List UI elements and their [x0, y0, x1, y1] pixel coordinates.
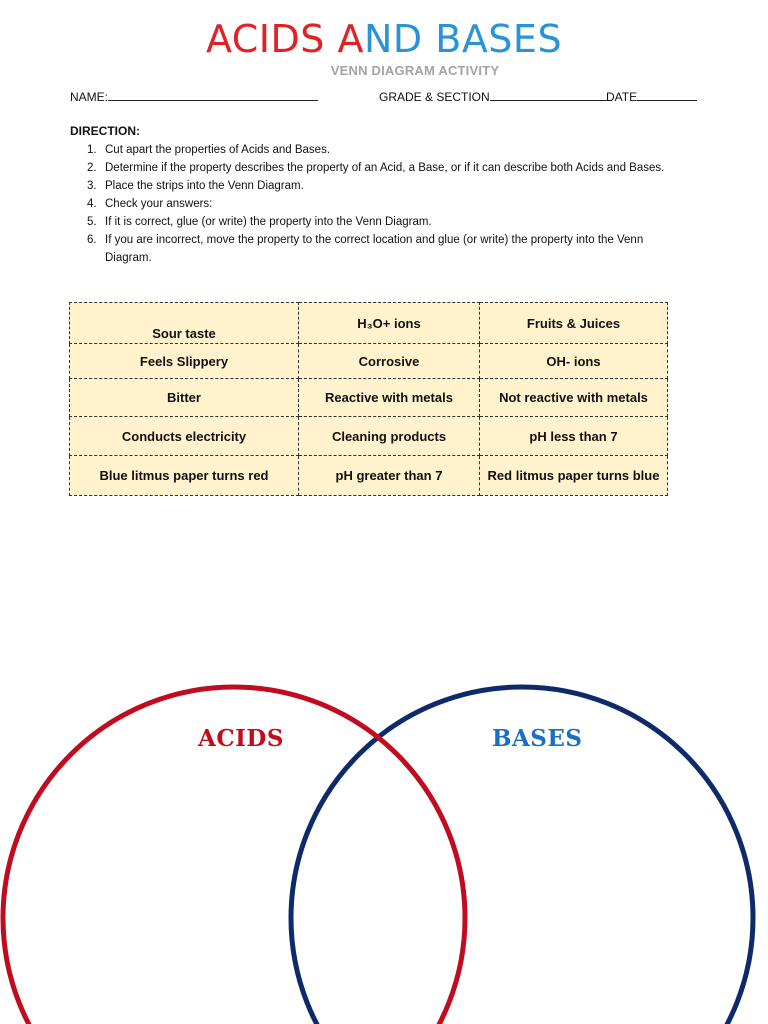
step-number: 5. — [87, 216, 97, 228]
title-part-n: N — [363, 17, 393, 61]
property-strip[interactable]: H₃O+ ions — [299, 303, 480, 344]
property-strip[interactable]: Conducts electricity — [70, 417, 299, 456]
property-strip[interactable]: Cleaning products — [299, 417, 480, 456]
property-strip[interactable]: Red litmus paper turns blue — [480, 456, 668, 496]
date-label: DATE — [606, 90, 638, 104]
step-number: 2. — [87, 162, 97, 174]
bases-label: BASES — [492, 725, 583, 752]
property-strip[interactable]: Sour taste — [70, 303, 299, 344]
direction-heading: DIRECTION: — [70, 124, 140, 138]
property-strip[interactable]: Reactive with metals — [299, 379, 480, 417]
step-text: If it is correct, glue (or write) the property into the Venn Diagram. — [105, 216, 432, 228]
title-part-acids: ACIDS A — [205, 17, 364, 61]
property-strip[interactable]: pH greater than 7 — [299, 456, 480, 496]
step-text: Place the strips into the Venn Diagram. — [105, 180, 304, 192]
step-number: 3. — [87, 180, 97, 192]
title-part-bases: D BASES — [392, 17, 563, 61]
step-text: Check your answers: — [105, 198, 213, 210]
step-text: If you are incorrect, move the property to the correct location and glue (or write) the property into the Venn Diagram. — [105, 234, 644, 264]
property-strip[interactable]: Corrosive — [299, 344, 480, 379]
step-number: 6. — [87, 234, 97, 246]
step-text: Determine if the property describes the property of an Acid, a Base, or if it can describe both Acids and Bases. — [105, 162, 665, 174]
property-strip[interactable]: Bitter — [70, 379, 299, 417]
name-label: NAME: — [70, 90, 109, 104]
property-strip[interactable]: Fruits & Juices — [480, 303, 668, 344]
step-number: 4. — [87, 198, 97, 210]
step-number: 1. — [87, 144, 97, 156]
grade-section-label: GRADE & SECTION — [379, 90, 490, 104]
property-strip[interactable]: OH- ions — [480, 344, 668, 379]
property-strip[interactable]: Blue litmus paper turns red — [70, 456, 299, 496]
page-subtitle: VENN DIAGRAM ACTIVITY — [330, 63, 500, 78]
property-strip[interactable]: Not reactive with metals — [480, 379, 668, 417]
step-text: Cut apart the properties of Acids and Bases. — [105, 144, 331, 156]
property-strip[interactable]: Feels Slippery — [70, 344, 299, 379]
property-strip[interactable]: pH less than 7 — [480, 417, 668, 456]
acids-label: ACIDS — [198, 725, 284, 752]
